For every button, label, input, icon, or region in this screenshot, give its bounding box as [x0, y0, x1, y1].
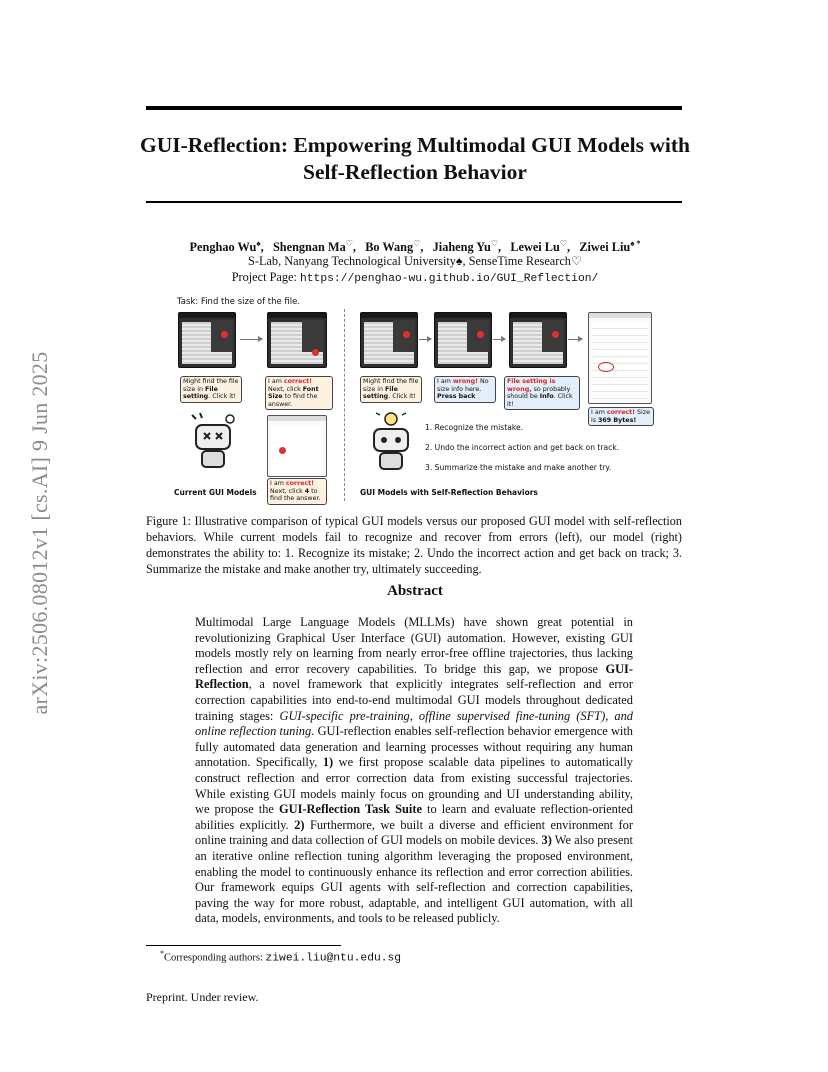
author-name: Penghao Wu	[189, 240, 257, 255]
title-bottom-rule	[146, 201, 682, 203]
figure-caption: Figure 1: Illustrative comparison of typical GUI models versus our proposed GUI model with self-reflection behaviors. While current models fail to recognize and recover from errors (left), our model (right) demonstrates the ability to: 1. Recognize its mistake; 2. Undo the incorrect action and get back on track; 3. Summarize the mistake and make another try, ultimately succeeding.	[146, 514, 682, 576]
author-name: Ziwei Liu	[579, 240, 631, 255]
reasoning-bubble: I am correct! Next, click 4 to find the answer.	[267, 478, 327, 505]
reasoning-bubble: I am correct! Next, click Font Size to find the answer.	[265, 376, 333, 410]
reasoning-bubble: I am wrong! No size info here. Press back	[434, 376, 496, 403]
phone-screenshot	[434, 312, 492, 368]
reasoning-bubble: Might find the file size in File setting. Click it!	[360, 376, 422, 403]
flow-arrow	[493, 339, 505, 340]
reflection-step: 3. Summarize the mistake and make another try.	[425, 463, 612, 472]
reasoning-bubble: File setting is wrong, so probably should be Info. Click it!	[504, 376, 580, 410]
reasoning-bubble: I am correct! Size is 369 Bytes!	[588, 407, 654, 426]
phone-screenshot	[178, 312, 236, 368]
email-link[interactable]: ziwei.liu@ntu.edu.sg	[265, 952, 402, 965]
phone-screenshot	[588, 312, 652, 404]
author-name: Jiaheng Yu	[432, 240, 491, 255]
reflection-step: 2. Undo the incorrect action and get back on track.	[425, 443, 620, 452]
figure-1	[170, 297, 660, 507]
project-url-link[interactable]: https://penghao-wu.github.io/GUI_Reflection/	[300, 273, 599, 285]
flow-arrow	[419, 339, 431, 340]
label-current-gui-models: Current GUI Models	[174, 488, 257, 497]
footnote: *Corresponding authors: ziwei.liu@ntu.edu.sg	[160, 949, 402, 965]
phone-screenshot	[360, 312, 418, 368]
abstract-heading: Abstract	[387, 583, 443, 599]
author-name: Lewei Lu	[510, 240, 560, 255]
author-list: Penghao Wu♠, Shengnan Ma♡, Bo Wang♡, Jiaheng Yu♡, Lewei Lu♡, Ziwei Liu♠ *	[189, 239, 641, 255]
title-top-rule	[146, 106, 682, 110]
project-page	[130, 270, 700, 285]
abstract-body: Multimodal Large Language Models (MLLMs) have shown great potential in revolutionizing Graphical User Interface (GUI) automation. However, existing GUI models mostly rely on learning from nearly error-free offline trajectories, thus lacking reflection and error recovery capabilities. To bridge this gap, we propose GUI-Reflection, a novel framework that explicitly integrates self-reflection and error correction capabilities into end-to-end multimodal GUI models throughout dedicated training stages: GUI-specific pre-training, offline supervised fine-tuning (SFT), and online reflection tuning. GUI-reflection enables self-reflection behavior emergence with fully automated data generation and learning processes without requiring any human annotation. Specifically, 1) we first propose scalable data pipelines to automatically construct reflection and error correction data from existing successful trajectories. While existing GUI models mainly focus on grounding and UI understanding ability, we propose the GUI-Reflection Task Suite to learn and evaluate reflection-oriented abilities explicitly. 2) Furthermore, we built a diverse and efficient environment for online training and data collection of GUI models on mobile devices. 3) We also present an iterative online reflection tuning algorithm leveraging the proposed environment, enabling the model to continuously enhance its reflection and error correction abilities. Our framework equips GUI agents with self-reflection and correction capabilities, paving the way for more robust, adaptable, and intelligent GUI automation, with all data, models, environments, and tools to be released publicly.	[195, 615, 634, 926]
phone-screenshot	[509, 312, 567, 368]
label-self-reflection-models: GUI Models with Self-Reflection Behaviors	[360, 488, 538, 497]
author-name: Bo Wang	[365, 240, 414, 255]
arxiv-identifier: arXiv:2506.08012v1 [cs.AI] 9 Jun 2025	[27, 351, 52, 715]
paper-title: GUI-Reflection: Empowering Multimodal GUI Models with Self-Reflection Behavior	[139, 133, 690, 184]
flow-arrow	[240, 339, 262, 340]
footnote-rule	[146, 945, 341, 946]
affiliation: S-Lab, Nanyang Technological University♠, SenseTime Research♡	[248, 254, 582, 268]
preprint-note: Preprint. Under review.	[146, 990, 259, 1004]
phone-screenshot	[267, 415, 327, 477]
project-label: Project Page:	[231, 270, 300, 284]
divider-dashed	[344, 309, 345, 501]
robot-lightbulb-icon	[366, 411, 416, 473]
flow-arrow	[568, 339, 582, 340]
figure-task: Task: Find the size of the file.	[177, 297, 301, 307]
reasoning-bubble: Might find the file size in File setting. Click it!	[180, 376, 242, 403]
robot-dizzy-icon	[188, 411, 238, 471]
reflection-step: 1. Recognize the mistake.	[425, 423, 524, 432]
author-name: Shengnan Ma	[272, 240, 346, 255]
phone-screenshot	[267, 312, 327, 368]
